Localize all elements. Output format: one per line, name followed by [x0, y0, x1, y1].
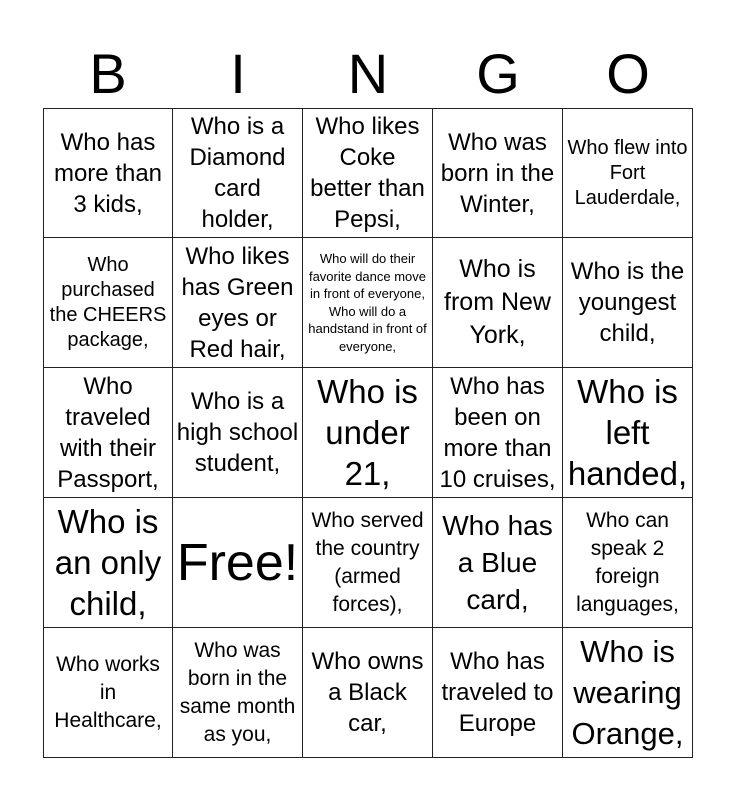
bingo-card-grid [43, 108, 693, 758]
bingo-cell[interactable] [433, 498, 563, 628]
bingo-cell[interactable] [563, 108, 693, 238]
header-letter-o: O [606, 42, 650, 105]
cell-text: Who flew into Fort Lauderdale, [567, 136, 688, 209]
bingo-cell[interactable] [43, 108, 173, 238]
bingo-cell[interactable] [303, 108, 433, 238]
cell-text: Who will do their favorite dance move in front of everyone, Who will do a handstand in front of everyone, [308, 251, 427, 354]
bingo-cell[interactable] [173, 108, 303, 238]
bingo-cell[interactable] [43, 238, 173, 368]
header-letter-g: G [476, 42, 520, 105]
bingo-cell[interactable] [43, 628, 173, 758]
cell-text: Who has more than 3 kids, [53, 128, 163, 218]
bingo-cell[interactable] [563, 498, 693, 628]
cell-text: Who traveled with their Passport, [57, 372, 159, 493]
header-letter-i: I [230, 42, 246, 105]
bingo-cell[interactable] [303, 628, 433, 758]
bingo-cell[interactable] [303, 498, 433, 628]
free-space-cell[interactable] [173, 498, 303, 628]
cell-text: Who is a Diamond card holder, [189, 113, 286, 233]
bingo-header [43, 40, 693, 108]
cell-text: Who can speak 2 foreign languages, [576, 508, 679, 616]
cell-text: Who works in Healthcare, [54, 652, 162, 732]
header-letter-b: B [89, 42, 127, 105]
bingo-cell[interactable] [173, 238, 303, 368]
cell-text: Who has been on more than 10 cruises, [439, 372, 556, 493]
cell-text: Who is from New York, [444, 255, 551, 349]
cell-text: Who is left handed, [567, 373, 688, 492]
cell-text: Who purchased the CHEERS package, [49, 253, 167, 351]
bingo-cell[interactable] [43, 368, 173, 498]
bingo-cell[interactable] [433, 238, 563, 368]
bingo-cell[interactable] [563, 238, 693, 368]
bingo-cell[interactable] [303, 238, 433, 368]
cell-text: Who was born in the Winter, [440, 128, 555, 218]
bingo-cell[interactable] [563, 628, 693, 758]
cell-text: Who has traveled to Europe [441, 648, 554, 737]
bingo-cell[interactable] [563, 368, 693, 498]
cell-text: Who is an only child, [54, 503, 162, 622]
cell-text: Who is wearing Orange, [571, 634, 684, 751]
cell-text: Who is a high school student, [176, 388, 299, 477]
bingo-cell[interactable] [433, 368, 563, 498]
header-letter-n: N [347, 42, 389, 105]
bingo-cell[interactable] [173, 368, 303, 498]
cell-text: Who served the country (armed forces), [311, 508, 424, 616]
bingo-cell[interactable] [43, 498, 173, 628]
bingo-cell[interactable] [433, 628, 563, 758]
bingo-cell[interactable] [173, 628, 303, 758]
cell-text: Who is under 21, [317, 373, 418, 492]
cell-text: Who likes has Green eyes or Red hair, [181, 242, 294, 363]
cell-text: Who likes Coke better than Pepsi, [310, 113, 425, 233]
cell-text: Who was born in the same month as you, [179, 638, 296, 746]
cell-text: Who is the youngest child, [570, 258, 685, 347]
bingo-cell[interactable] [303, 368, 433, 498]
cell-text: Who owns a Black car, [311, 648, 424, 737]
bingo-cell[interactable] [433, 108, 563, 238]
free-space-text: Free! [176, 533, 299, 592]
cell-text: Who has a Blue card, [442, 510, 553, 615]
